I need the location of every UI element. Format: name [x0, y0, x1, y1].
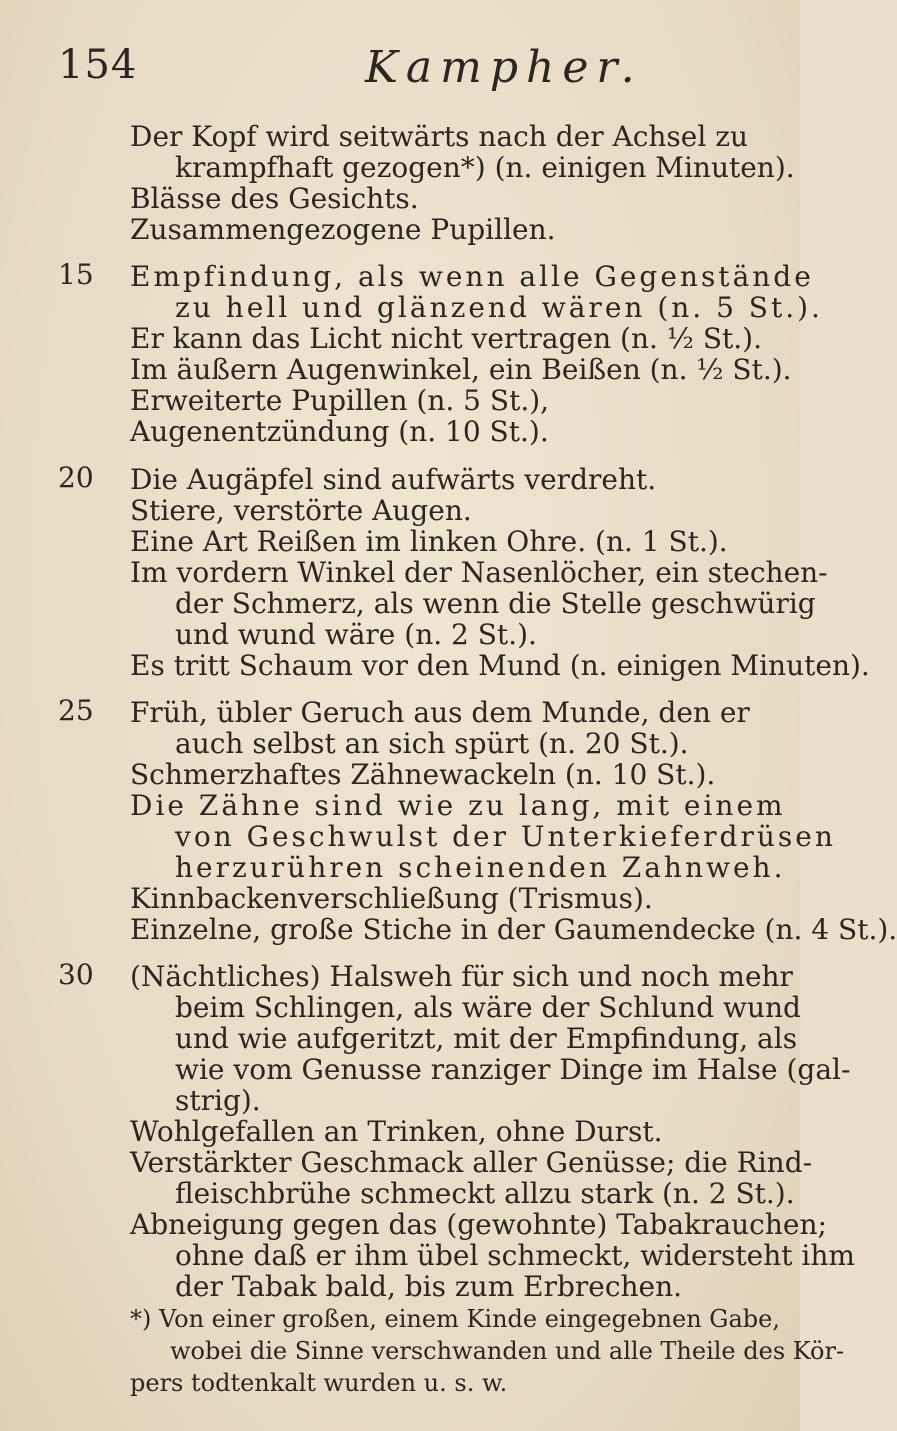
- text-line: (Nächtliches) Halsweh für sich und noch mehr: [130, 960, 793, 993]
- text-line: und wie aufgeritzt, mit der Empfindung, als: [175, 1022, 798, 1055]
- text-line: Die Augäpfel sind aufwärts verdreht.: [130, 463, 657, 496]
- text-line: Der Kopf wird seitwärts nach der Achsel zu: [130, 120, 748, 153]
- text-line: Im vordern Winkel der Nasenlöcher, ein stechen-: [130, 556, 828, 589]
- text-line: Erweiterte Pupillen (n. 5 St.),: [130, 384, 550, 417]
- text-line: Blässe des Gesichts.: [130, 182, 419, 215]
- text-line: Abneigung gegen das (gewohnte) Tabakrauchen;: [130, 1208, 827, 1241]
- text-line: Stiere, verstörte Augen.: [130, 494, 472, 527]
- text-line: Empfindung, als wenn alle Gegenstände: [130, 260, 814, 293]
- page-number: 154: [58, 42, 138, 88]
- text-line: herzurühren scheinenden Zahnweh.: [175, 851, 786, 884]
- text-line: Verstärkter Geschmack aller Genüsse; die Rind-: [130, 1146, 813, 1179]
- line-number: 25: [58, 694, 94, 727]
- text-line: der Schmerz, als wenn die Stelle geschwürig: [175, 587, 816, 620]
- running-title: Kampher.: [365, 42, 643, 93]
- text-line: Kinnbackenverschließung (Trismus).: [130, 882, 653, 915]
- line-number: 20: [58, 461, 94, 494]
- text-line: Augenentzündung (n. 10 St.).: [130, 415, 549, 448]
- text-line: Einzelne, große Stiche in der Gaumendecke (n. 4 St.).: [130, 913, 897, 946]
- page-header: [0, 42, 800, 102]
- text-line: Im äußern Augenwinkel, ein Beißen (n. ½ St.).: [130, 353, 792, 386]
- text-line: der Tabak bald, bis zum Erbrechen.: [175, 1270, 683, 1303]
- text-line: Es tritt Schaum vor den Mund (n. einigen Minuten).: [130, 649, 870, 682]
- text-line: wie vom Genusse ranziger Dinge im Halse (gal-: [175, 1053, 851, 1086]
- text-line: Wohlgefallen an Trinken, ohne Durst.: [130, 1115, 663, 1148]
- text-line: auch selbst an sich spürt (n. 20 St.).: [175, 727, 689, 760]
- text-line: zu hell und glänzend wären (n. 5 St.).: [175, 291, 823, 324]
- text-line: und wund wäre (n. 2 St.).: [175, 618, 537, 651]
- text-line: ohne daß er ihm übel schmeckt, widersteht ihm: [175, 1239, 855, 1272]
- text-line: Er kann das Licht nicht vertragen (n. ½ St.).: [130, 322, 762, 355]
- line-number: 30: [58, 958, 94, 991]
- text-line: fleischbrühe schmeckt allzu stark (n. 2 St.).: [175, 1177, 795, 1210]
- text-line: Schmerzhaftes Zähnewackeln (n. 10 St.).: [130, 758, 716, 791]
- text-line: Früh, übler Geruch aus dem Munde, den er: [130, 696, 750, 729]
- footnote-line: pers todtenkalt wurden u. s. w.: [130, 1369, 508, 1397]
- text-line: strig).: [175, 1084, 261, 1117]
- text-line: krampfhaft gezogen*) (n. einigen Minuten).: [175, 151, 795, 184]
- line-number: 15: [58, 258, 94, 291]
- text-line: Zusammengezogene Pupillen.: [130, 213, 556, 246]
- footnote-line: wobei die Sinne verschwanden und alle Theile des Kör-: [170, 1337, 845, 1365]
- text-line: beim Schlingen, als wäre der Schlund wund: [175, 991, 801, 1024]
- text-line: Die Zähne sind wie zu lang, mit einem: [130, 789, 786, 822]
- text-line: von Geschwulst der Unterkieferdrüsen: [175, 820, 836, 853]
- text-line: Eine Art Reißen im linken Ohre. (n. 1 St.).: [130, 525, 728, 558]
- footnote-line: *) Von einer großen, einem Kinde eingegebnen Gabe,: [130, 1305, 780, 1333]
